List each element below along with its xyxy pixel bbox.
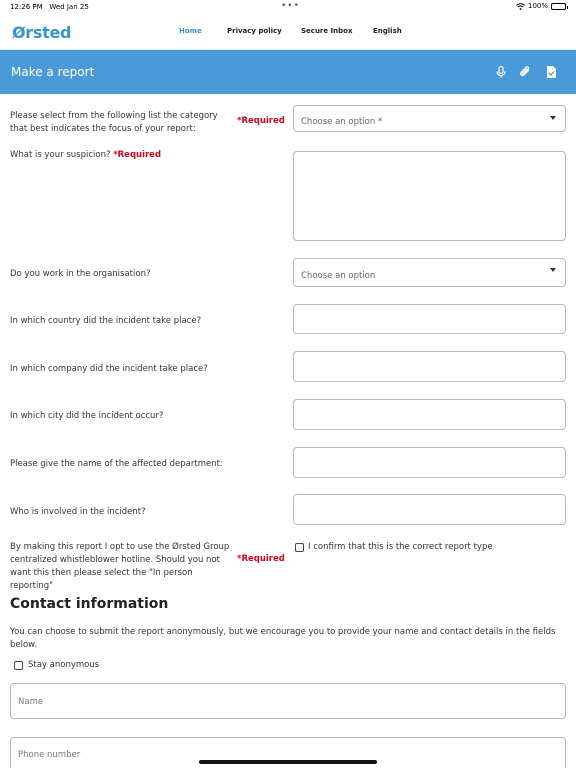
home-indicator[interactable] [199,760,377,764]
nav-secure-inbox[interactable]: Secure Inbox [301,27,353,35]
company-question-label: In which company did the incident take place? [10,364,208,374]
status-time: 12:26 PM Wed Jan 25 [10,3,89,11]
stay-anonymous-checkbox[interactable] [14,661,23,670]
department-question-label: Please give the name of the affected department: [10,459,223,469]
chevron-down-icon [550,268,556,272]
country-question-label: In which country did the incident take place? [10,316,202,326]
select-placeholder: Choose an option * [301,117,383,127]
confirm-report-type-checkbox[interactable] [295,543,304,552]
battery-icon [551,3,566,10]
nav-privacy-policy[interactable]: Privacy policy [227,27,282,35]
wifi-icon [516,3,525,10]
category-question-label: Please select from the following list the category that best indicates the focus of your report: [10,111,218,134]
confirm-statement-label: By making this report I opt to use the Ørsted Group centralized whistleblower hotline. Should you not want this then please select the "In person reporting" [10,542,230,591]
suspicion-question-label: What is your suspicion? *Required [10,150,162,160]
country-input[interactable] [293,304,566,334]
city-question-label: In which city did the incident occur? [10,411,164,421]
select-placeholder: Choose an option [301,271,376,281]
chevron-down-icon [550,116,556,120]
battery-percent: 100% [527,2,548,10]
city-input[interactable] [293,399,566,430]
page-title: Make a report [11,65,95,79]
document-icon[interactable] [544,65,558,79]
name-input[interactable] [10,683,566,719]
company-input[interactable] [293,351,566,382]
required-marker: *Required [237,554,285,564]
nav-home[interactable]: Home [179,27,202,35]
category-select[interactable] [293,105,566,132]
status-bar [0,0,576,14]
microphone-icon[interactable] [494,65,508,79]
nav-language[interactable]: English [373,27,402,35]
report-header-banner [0,50,576,94]
contact-section-title: Contact information [10,596,169,612]
involved-input[interactable] [293,494,566,525]
name-placeholder: Name [18,697,44,707]
top-navigation [0,14,576,50]
work-question-label: Do you work in the organisation? [10,269,151,279]
paperclip-icon[interactable] [518,65,532,79]
department-input[interactable] [293,447,566,478]
status-right [516,2,566,10]
suspicion-textarea[interactable] [293,151,566,241]
contact-description: You can choose to submit the report anonymously, but we encourage you to provide your name and contact details in the fields below. [10,627,556,650]
involved-question-label: Who is involved in the incident? [10,507,146,517]
work-select[interactable] [293,258,566,287]
stay-anonymous-label[interactable]: Stay anonymous [28,660,100,670]
orsted-logo[interactable]: Ørsted [12,23,72,42]
phone-placeholder: Phone number [18,750,81,760]
confirm-checkbox-label[interactable]: I confirm that this is the correct report type [308,542,493,552]
multitasking-dots[interactable]: ••• [281,1,300,11]
required-marker: *Required [237,116,285,126]
required-marker: *Required [113,150,162,160]
